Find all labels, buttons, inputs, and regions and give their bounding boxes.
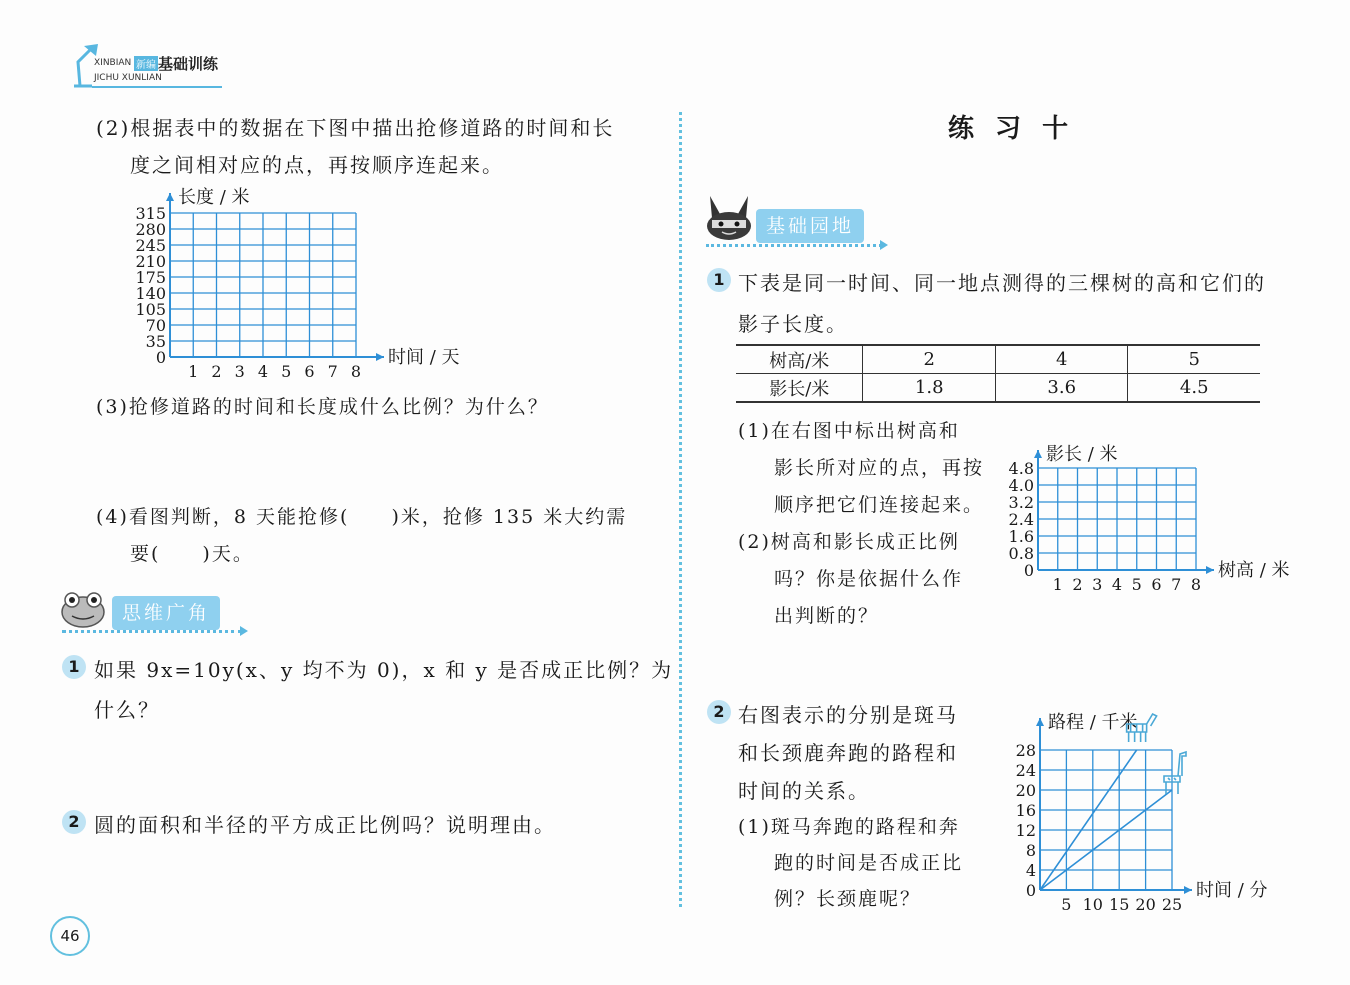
x-tick-label: 4 <box>257 362 269 381</box>
bunny-icon <box>704 192 754 242</box>
series-line <box>1040 750 1137 890</box>
y-tick-label: 0 <box>1025 881 1036 900</box>
logo-line1: XINBIAN <box>94 58 132 68</box>
table-row <box>736 374 1260 403</box>
y-axis-label: 长度 / 米 <box>178 187 250 208</box>
x-axis-label: 时间 / 天 <box>388 347 460 368</box>
left-q4-line2: 要( )天。 <box>130 543 254 565</box>
right-ex2-line2: 和长颈鹿奔跑的路程和 <box>738 741 958 765</box>
x-tick-label: 10 <box>1082 895 1103 914</box>
left-ex1-line2: 什么？ <box>94 698 160 722</box>
y-axis-arrow <box>166 193 174 201</box>
y-tick-label: 24 <box>1015 761 1036 780</box>
y-tick-label: 0 <box>1023 561 1034 580</box>
right-section-arrow <box>880 240 888 250</box>
right-ex2-badge: 2 <box>707 700 731 724</box>
y-tick-label: 105 <box>135 300 166 319</box>
left-ex2-badge: 2 <box>62 810 86 834</box>
x-axis-arrow <box>1206 566 1214 574</box>
tree-shadow-table <box>736 344 1260 403</box>
y-tick-label: 12 <box>1015 821 1036 840</box>
logo-title: 基础训练 <box>158 55 219 73</box>
right-sub1-line1: (1)在右图中标出树高和 <box>738 420 960 442</box>
table-cell: 4 <box>995 345 1128 374</box>
y-tick-label: 315 <box>135 204 166 223</box>
y-tick-label: 16 <box>1015 801 1036 820</box>
y-axis-arrow <box>1036 718 1044 726</box>
table-cell: 3.6 <box>995 374 1128 403</box>
x-axis-arrow <box>1184 886 1192 894</box>
x-tick-label: 5 <box>1131 575 1142 590</box>
table-row <box>736 345 1260 374</box>
y-tick-label: 4.0 <box>1008 476 1034 495</box>
right-ex1-line2: 影子长度。 <box>738 312 848 336</box>
y-tick-label: 70 <box>145 316 166 335</box>
series-line <box>1040 790 1172 890</box>
right-ex2-line3: 时间的关系。 <box>738 779 870 803</box>
y-tick-label: 0.8 <box>1008 544 1034 563</box>
y-tick-label: 8 <box>1025 841 1036 860</box>
x-tick-label: 5 <box>281 362 292 381</box>
left-q2-line1: (2)根据表中的数据在下图中描出抢修道路的时间和长 <box>96 116 615 140</box>
x-tick-label: 25 <box>1161 895 1183 914</box>
right-ex2-sub1-line1: (1)斑马奔跑的路程和奔 <box>738 816 960 838</box>
right-sub1-line2: 影长所对应的点，再按 <box>774 457 985 479</box>
table-cell: 1.8 <box>863 374 996 403</box>
table-cell: 4.5 <box>1128 374 1260 403</box>
right-ex2-line1: 右图表示的分别是斑马 <box>738 703 958 727</box>
x-tick-label: 2 <box>211 362 222 381</box>
left-q4-line1: (4)看图判断，8 天能抢修( )米，抢修 135 米大约需 <box>96 506 628 528</box>
left-ex1-line1: 如果 9x=10y(x、y 均不为 0)，x 和 y 是否成正比例？为 <box>94 658 674 682</box>
right-sub2-line3: 出判断的？ <box>774 605 880 627</box>
table-row-label: 树高/米 <box>736 345 863 374</box>
right-ex2-sub1-line2: 跑的时间是否成正比 <box>774 852 964 874</box>
table-row-label: 影长/米 <box>736 374 863 403</box>
y-tick-label: 175 <box>135 268 166 287</box>
x-tick-label: 7 <box>327 362 338 381</box>
y-tick-label: 210 <box>135 252 166 271</box>
x-axis-arrow <box>376 353 384 361</box>
chart-length-vs-time <box>120 180 500 390</box>
y-tick-label: 3.2 <box>1008 493 1034 512</box>
right-ex2-sub1-line3: 例？长颈鹿呢？ <box>774 888 922 910</box>
chart-distance-vs-time <box>1005 695 1305 920</box>
y-axis-label: 影长 / 米 <box>1046 444 1118 465</box>
right-sub1-line3: 顺序把它们连接起来。 <box>774 494 985 516</box>
right-title: 练 习 十 <box>948 114 1075 144</box>
y-tick-label: 140 <box>135 284 166 303</box>
logo-tag: 新编 <box>134 56 158 71</box>
x-tick-label: 3 <box>234 362 245 381</box>
table-cell: 2 <box>863 345 996 374</box>
right-section-dots <box>706 244 882 247</box>
x-tick-label: 1 <box>1052 575 1063 590</box>
y-tick-label: 0 <box>155 348 166 367</box>
table-cell: 5 <box>1128 345 1260 374</box>
right-section-banner: 基础园地 <box>756 209 864 243</box>
x-tick-label: 6 <box>304 362 315 381</box>
left-q3: (3)抢修道路的时间和长度成什么比例？为什么？ <box>96 396 549 418</box>
x-tick-label: 2 <box>1072 575 1083 590</box>
x-tick-label: 1 <box>188 362 199 381</box>
page-divider <box>679 112 682 907</box>
x-tick-label: 6 <box>1151 575 1162 590</box>
header-logo <box>68 42 238 88</box>
y-tick-label: 4.8 <box>1008 459 1034 478</box>
y-tick-label: 1.6 <box>1008 527 1034 546</box>
left-ex2-line1: 圆的面积和半径的平方成正比例吗？说明理由。 <box>94 813 556 837</box>
x-tick-label: 4 <box>1111 575 1123 590</box>
left-q2-line2: 度之间相对应的点，再按顺序连起来。 <box>130 153 504 177</box>
x-axis-label: 树高 / 米 <box>1218 560 1290 581</box>
logo-line2: JICHU XUNLIAN <box>94 73 162 83</box>
y-tick-label: 4 <box>1025 861 1036 880</box>
left-section-dots <box>62 630 242 633</box>
frog-icon <box>60 588 106 628</box>
y-axis-arrow <box>1034 450 1042 458</box>
x-tick-label: 7 <box>1171 575 1182 590</box>
right-sub2-line1: (2)树高和影长成正比例 <box>738 531 960 553</box>
left-ex1-badge: 1 <box>62 655 86 679</box>
y-tick-label: 35 <box>145 332 166 351</box>
left-section-arrow <box>240 626 248 636</box>
y-axis-label: 路程 / 千米 <box>1048 712 1138 733</box>
page-number: 46 <box>50 916 90 956</box>
giraffe-icon <box>1164 752 1186 794</box>
x-axis-label: 时间 / 分 <box>1196 880 1268 901</box>
x-tick-label: 3 <box>1092 575 1103 590</box>
right-ex1-line1: 下表是同一时间、同一地点测得的三棵树的高和它们的 <box>738 271 1266 295</box>
y-tick-label: 280 <box>135 220 166 239</box>
chart-shadow-vs-height <box>1000 430 1310 590</box>
y-tick-label: 245 <box>135 236 166 255</box>
logo-underline <box>92 86 222 88</box>
y-tick-label: 2.4 <box>1008 510 1034 529</box>
right-sub2-line2: 吗？你是依据什么作 <box>774 568 964 590</box>
left-section-banner: 思维广角 <box>112 596 220 630</box>
x-tick-label: 20 <box>1135 895 1156 914</box>
y-tick-label: 20 <box>1015 781 1036 800</box>
right-ex1-badge: 1 <box>707 268 731 292</box>
y-tick-label: 28 <box>1015 741 1036 760</box>
x-tick-label: 8 <box>1190 575 1202 590</box>
x-tick-label: 5 <box>1061 895 1072 914</box>
x-tick-label: 15 <box>1109 895 1130 914</box>
x-tick-label: 8 <box>350 362 362 381</box>
